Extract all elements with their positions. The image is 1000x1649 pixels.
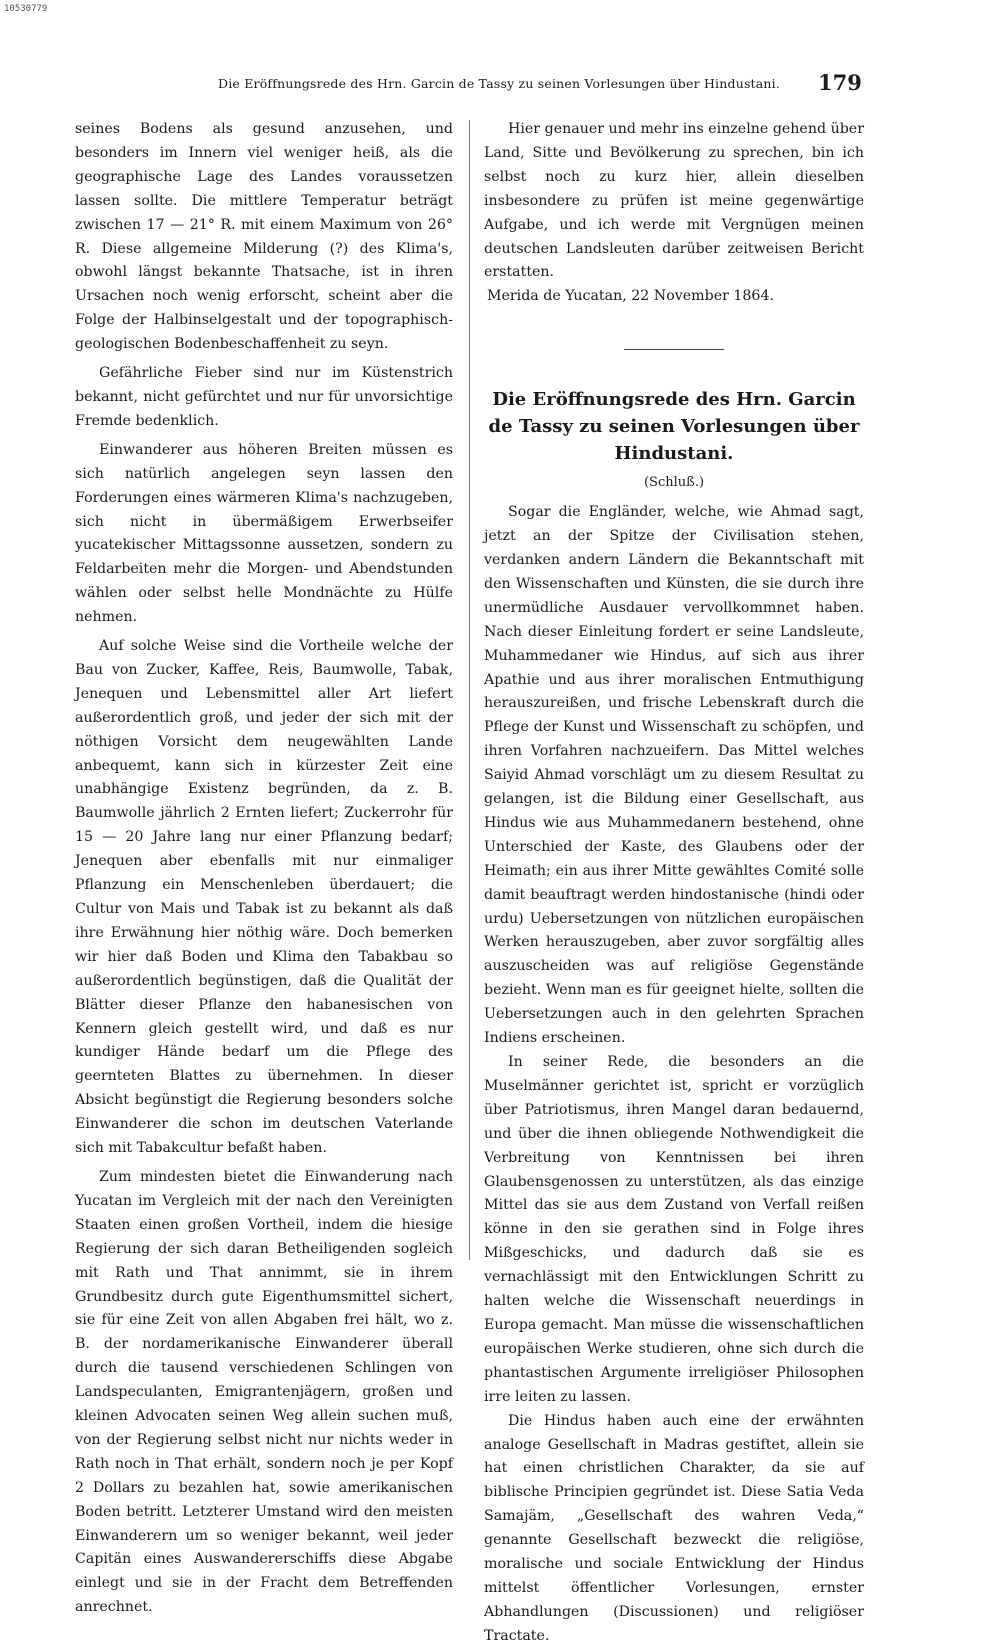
column-divider	[469, 120, 470, 1260]
paragraph: Die Hindus haben auch eine der erwähnten analoge Gesellschaft in Madras gestiftet, allein sie hat einen christlichen Charakter, da sie auf biblische Principien gegründet ist. Diese Satia Veda Samajäm, „Gesellschaft des wahren Veda,“ genannte Gesellschaft bezweckt die religiöse, moralische und sociale Entwicklung der Hindus mittelst öffentlicher Vorlesungen, ernster Abhandlungen (Discussionen) und religiöser Tractate.	[484, 1412, 864, 1644]
running-head: Die Eröffnungsrede des Hrn. Garcin de Tassy zu seinen Vorlesungen über Hindustani.	[218, 76, 781, 91]
paragraph: Hier genauer und mehr ins einzelne gehend über Land, Sitte und Bevölkerung zu sprechen, bin ich selbst noch zu kurz hier, allein dieselben insbesondere zu prüfen ist meine gegenwärtige Aufgabe, und ich werde mit Vergnügen meinen deutschen Landsleuten darüber zeitweisen Bericht erstatten.	[484, 121, 864, 281]
paragraph: Auf solche Weise sind die Vortheile welche der Bau von Zucker, Kaffee, Reis, Baumwolle, Tabak, Jenequen und Lebensmittel aller Art liefert außerordentlich groß, und jeder der sich mit der nöthigen Vorsicht dem neugewählten Lande anbequemt, kann sich in kürzester Zeit eine unabhängige Existenz begründen, da z. B. Baumwolle jährlich 2 Ernten liefert; Zuckerrohr für 15 — 20 Jahre lang nur einer Pflanzung bedarf; Jenequen aber ebenfalls mit nur einmaliger Pflanzung ein Menschenleben überdauert; die Cultur von Mais und Tabak ist zu bekannt als daß ihre Erwähnung hier nöthig wäre. Doch bemerken wir hier daß Boden und Klima den Tabakbau so außerordentlich begünstigen, daß die Qualität der Blätter dieser Pflanze den habanesischen von Kennern gleich gestellt wird, und daß es nur kundiger Hände bedarf um die Pflege des geernteten Blattes zu übernehmen. In dieser Absicht begünstigt die Regierung besonders solche Einwanderer die schon im deutschen Vaterlande sich mit Tabakcultur befaßt haben.	[75, 638, 453, 1157]
right-column	[484, 118, 864, 1649]
paragraph: seines Bodens als gesund anzusehen, und besonders im Innern viel weniger heiß, als die geographische Lage des Landes voraussetzen lassen sollte. Die mittlere Temperatur beträgt zwischen 17 — 21° R. mit einem Maximum von 26° R. Diese allgemeine Milderung (?) des Klima's, obwohl längst bekannte Thatsache, ist in ihren Ursachen noch wenig erforscht, scheint aber die Folge der Halbinselgestalt und der topographisch-geologischen Bodenbeschaffenheit zu seyn.	[75, 121, 453, 353]
article-subtitle: (Schluß.)	[643, 475, 705, 491]
dateline: Merida de Yucatan, 22 November 1864.	[486, 288, 774, 305]
paragraph: Sogar die Engländer, welche, wie Ahmad sagt, jetzt an der Spitze der Civilisation stehen, verdanken andern Ländern die Bekanntschaft mit den Wissenschaften und Künsten, die sie durch ihre unermüdliche Ausdauer vervollkommnet haben. Nach dieser Einleitung fordert er seine Landsleute, Muhammedaner wie Hindus, auf sich aus ihrer Apathie und aus ihrer moralischen Entmuthigung herauszureißen, und frische Lebenskraft durch die Pflege der Kunst und Wissenschaft zu schöpfen, und ihren Vorfahren nachzueifern. Das Mittel welches Saiyid Ahmad vorschlägt um zu diesem Resultat zu gelangen, ist die Bildung einer Gesellschaft, aus Hindus wie aus Muhammedanern bestehend, ohne Unterschied der Kaste, des Glaubens oder der Heimath; ein aus ihrer Mitte gewähltes Comité solle damit beauftragt werden hindostanische (hindi oder urdu) Uebersetzungen von nützlichen europäischen Werken herauszugeben, aber zuvor sorgfältig alles auszuscheiden was auf religiöse Gegenstände bezieht. Wenn man es für geeignet hielte, sollten die Uebersetzungen auch in den gelehrten Sprachen Indiens erscheinen.	[484, 504, 864, 1047]
left-column	[75, 118, 453, 1620]
section-separator	[624, 349, 724, 350]
page-number: 179	[818, 70, 862, 95]
article-title: Die Eröffnungsrede des Hrn. Garcin de Tassy zu seinen Vorlesungen über Hindustani.	[488, 389, 860, 465]
paragraph: Gefährliche Fieber sind nur im Küstenstrich bekannt, nicht gefürchtet und nur für unvorsichtige Fremde bedenklich.	[75, 365, 453, 429]
paragraph: In seiner Rede, die besonders an die Muselmänner gerichtet ist, spricht er vorzüglich über Patriotismus, ihren Mangel daran bedauernd, und über die ihnen obliegende Nothwendigkeit die Verbreitung von Kenntnissen bei ihren Glaubensgenossen zu unterstützen, als das einzige Mittel das sie aus dem Zustand von Verfall reißen könne in den sie gerathen sind in Folge ihres Mißgeschicks, und dadurch daß sie es vernachlässigt mit den Entwicklungen Schritt zu halten welche die Wissenschaft neuerdings in Europa gemacht. Man müsse die wissenschaftlichen europäischen Werke studieren, ohne sich durch die phantastischen Argumente irreligiöser Philosophen irre leiten zu lassen.	[484, 1054, 864, 1405]
paragraph: Zum mindesten bietet die Einwanderung nach Yucatan im Vergleich mit der nach den Vereinigten Staaten einen großen Vortheil, indem die hiesige Regierung der sich daran Betheiligenden sogleich mit Rath und That annimmt, sie in ihrem Grundbesitz durch gute Eigenthumsmittel sichert, sie für eine Zeit von allen Abgaben frei hält, wo z. B. der nordamerikanische Einwanderer überall durch die tausend verschiedenen Schlingen von Landspeculanten, Emigrantenjägern, großen und kleinen Advocaten seinen Weg allein suchen muß, von der Regierung selbst nicht nur nichts weder in Rath noch in That erhält, sondern noch je per Kopf 2 Dollars zu bezahlen hat, sowie amerikanischen Boden betritt. Letzterer Umstand wird den meisten Einwanderern um so weniger bekannt, weil jeder Capitän eines Auswandererschiffs diese Abgabe einlegt und sie in der Fracht dem Betreffenden anrechnet.	[75, 1168, 453, 1616]
scan-id: 10530779	[4, 4, 48, 14]
paragraph: Einwanderer aus höheren Breiten müssen es sich natürlich angelegen seyn lassen den Forderungen eines wärmeren Klima's nachzugeben, sich nicht in übermäßigem Erwerbseifer yucatekischer Mittagssonne aussetzen, sondern zu Feldarbeiten mehr die Morgen- und Abendstunden wählen oder selbst helle Mondnächte zu Hülfe nehmen.	[75, 441, 453, 626]
